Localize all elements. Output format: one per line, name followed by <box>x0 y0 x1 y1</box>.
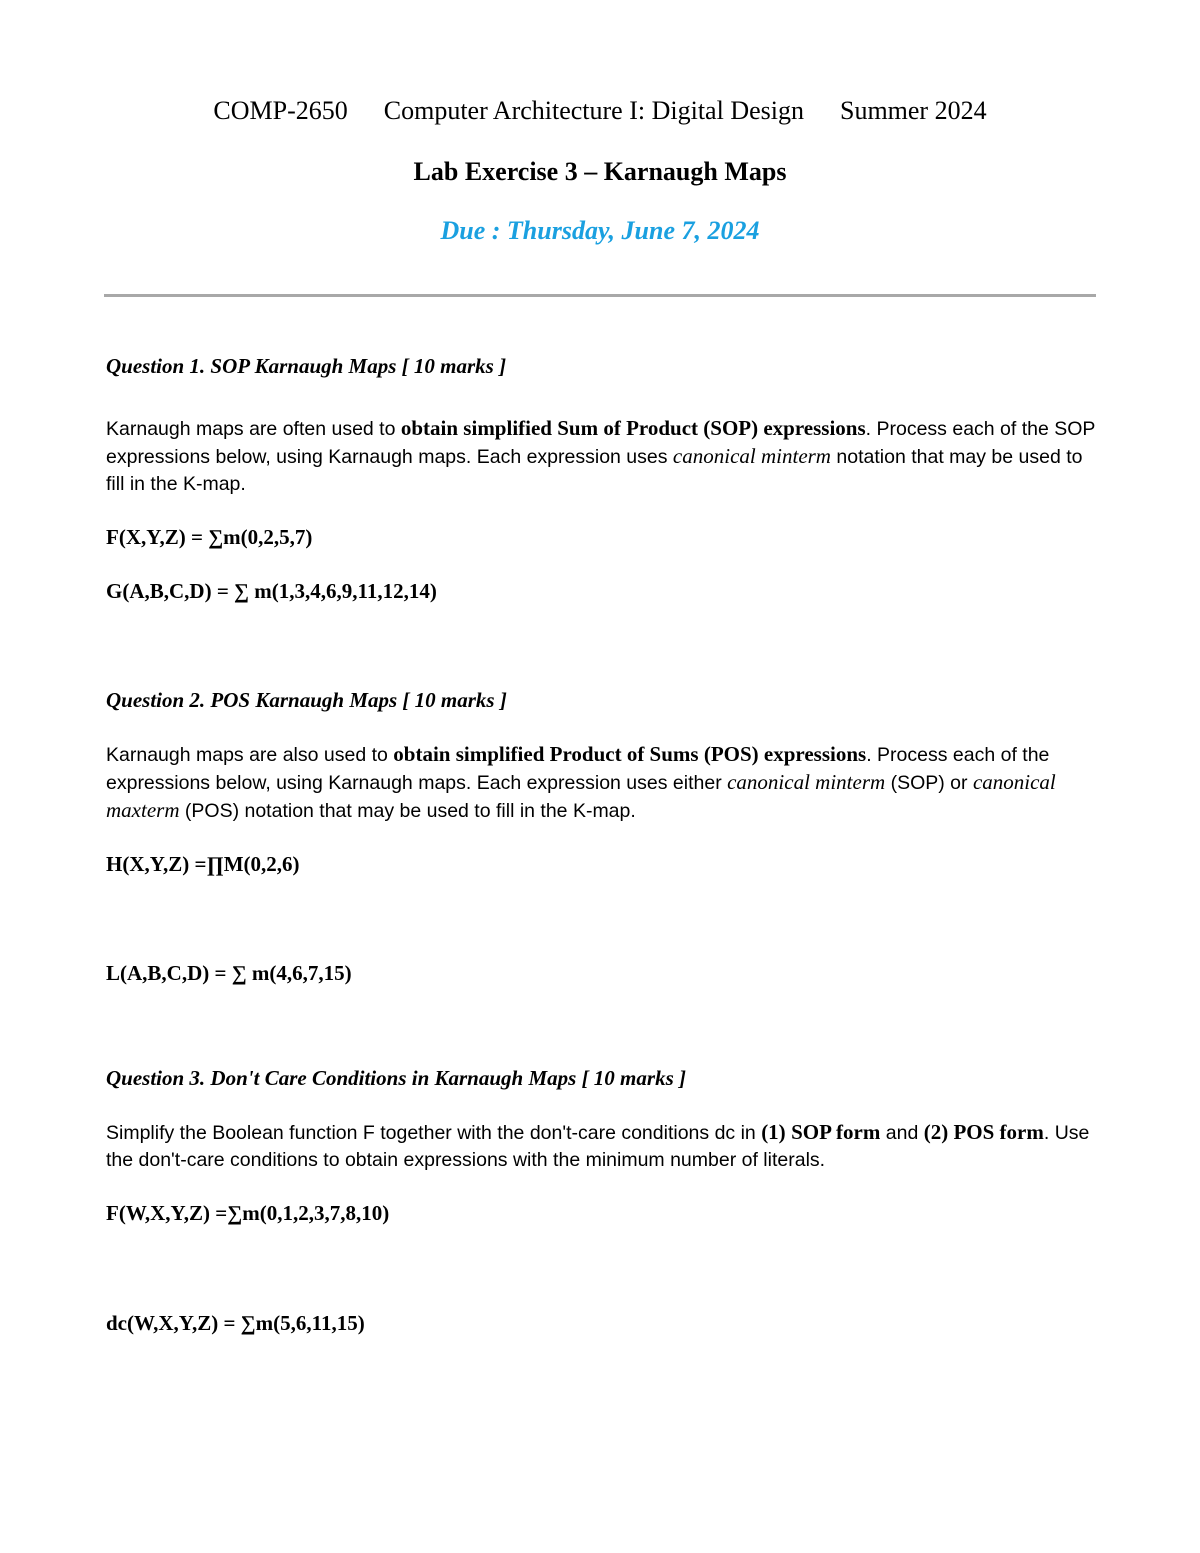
course-header <box>0 96 1200 126</box>
q3-text-bold: SOP form <box>791 1120 881 1144</box>
q3-expression-f: F(W,X,Y,Z) =∑m(0,1,2,3,7,8,10) <box>106 1201 390 1225</box>
question-1-text <box>106 415 1096 498</box>
q3-text-bold: (1) <box>761 1120 786 1144</box>
q2-expression-h: H(X,Y,Z) =∏M(0,2,6) <box>106 852 300 876</box>
q1-text-part: Karnaugh maps are often used to <box>106 418 401 440</box>
q1-expression-f: F(X,Y,Z) = ∑m(0,2,5,7) <box>106 525 313 549</box>
q2-text-italic: canonical minterm <box>727 770 886 794</box>
course-term: Summer 2024 <box>839 96 987 125</box>
q1-expression-g: G(A,B,C,D) = ∑ m(1,3,4,6,9,11,12,14) <box>106 579 437 603</box>
question-1-heading: Question 1. SOP Karnaugh Maps [ 10 marks ] <box>106 354 507 378</box>
due-date: Due : Thursday, June 7, 2024 <box>440 216 760 245</box>
q2-text-part: Karnaugh maps are also used to <box>106 744 394 766</box>
q2-text-part: (POS) notation that may be used to fill in the K-map. <box>179 800 636 822</box>
course-name: Computer Architecture I: Digital Design <box>383 96 804 125</box>
lab-title: Lab Exercise 3 – Karnaugh Maps <box>413 157 787 186</box>
question-2-heading: Question 2. POS Karnaugh Maps [ 10 marks ] <box>106 688 507 712</box>
q3-text-part: Simplify the Boolean function F together with the don't-care conditions dc in <box>106 1122 762 1144</box>
question-2-text <box>106 741 1096 825</box>
q3-text-bold: (2) POS form <box>923 1120 1044 1144</box>
horizontal-divider <box>104 294 1096 297</box>
q3-text-part: and <box>880 1122 924 1144</box>
q2-text-bold: obtain simplified Product of Sums (POS) expressions <box>393 742 867 766</box>
q2-text-italic: canonical maxterm <box>106 770 1056 822</box>
q2-text-part: (SOP) or <box>885 772 973 794</box>
q3-expression-dc: dc(W,X,Y,Z) = ∑m(5,6,11,15) <box>106 1311 365 1335</box>
question-3-heading: Question 3. Don't Care Conditions in Karnaugh Maps [ 10 marks ] <box>106 1066 686 1090</box>
q1-text-part: notation that may be used to fill in the K-map. <box>106 446 1083 495</box>
question-3-text <box>106 1119 1096 1174</box>
q1-text-italic: canonical minterm <box>672 444 831 468</box>
q2-expression-l: L(A,B,C,D) = ∑ m(4,6,7,15) <box>106 961 352 985</box>
q1-text-part: . Process each of the SOP expressions below, using Karnaugh maps. Each expression uses <box>106 418 1096 468</box>
q1-text-bold: obtain simplified Sum of Product (SOP) expressions <box>400 416 866 440</box>
q3-text-part: . Use the don't-care conditions to obtain expressions with the minimum number of literals. <box>106 1122 1090 1171</box>
q2-text-part: . Process each of the expressions below, using Karnaugh maps. Each expression uses either <box>106 744 1050 794</box>
course-code: COMP-2650 <box>213 96 348 125</box>
